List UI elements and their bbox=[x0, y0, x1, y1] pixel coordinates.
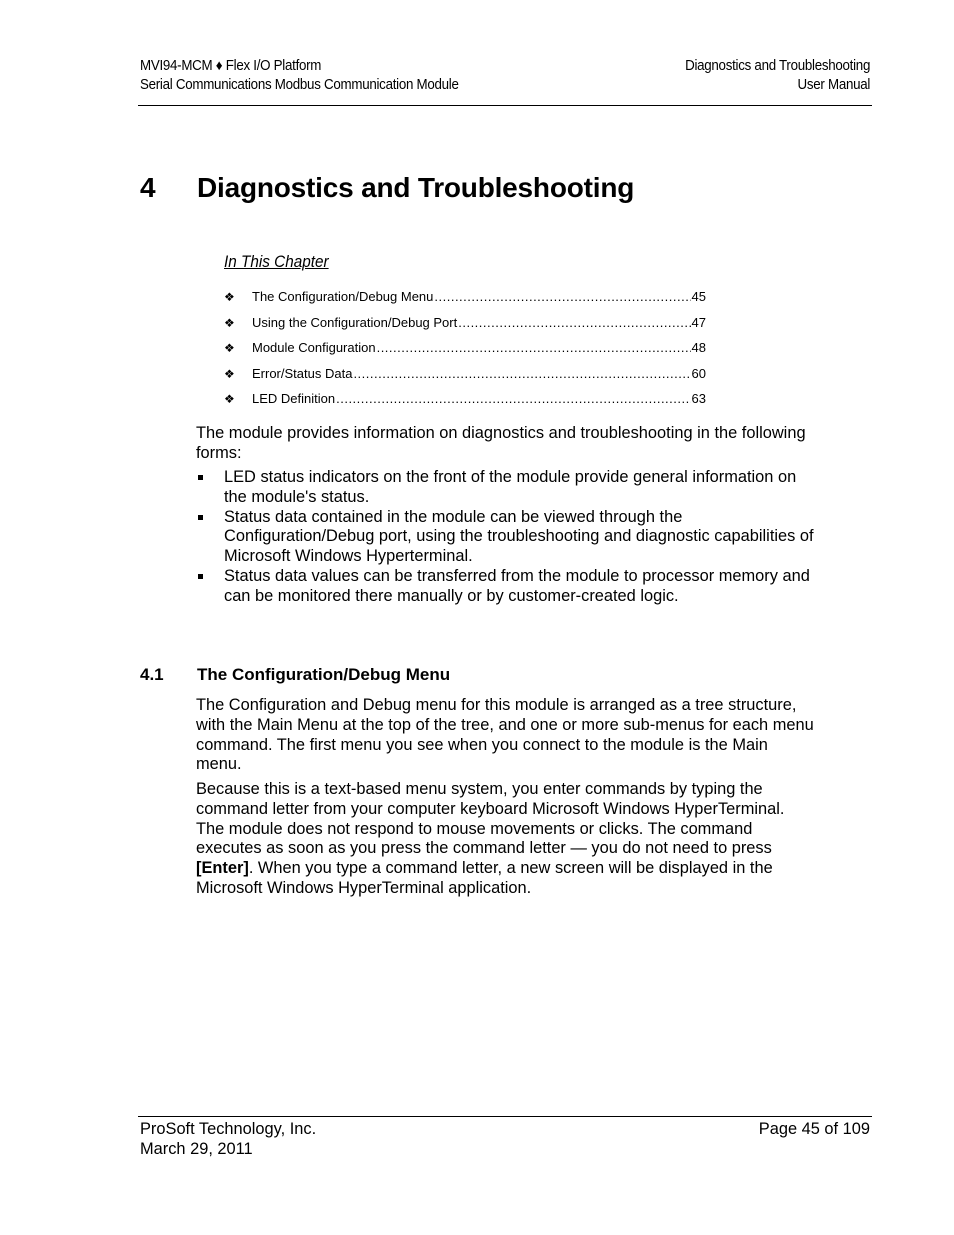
toc-entry[interactable] bbox=[224, 340, 706, 366]
intro-text: The module provides information on diagnostics and troubleshooting in the following forms: bbox=[196, 424, 806, 462]
toc-entry-title: LED Definition bbox=[252, 391, 336, 406]
diamond-bullet-icon: ❖ bbox=[224, 341, 235, 355]
chapter-heading bbox=[140, 172, 634, 204]
header-product: MVI94-MCM ♦ Flex I/O Platform bbox=[140, 58, 322, 74]
toc-entry-page: 47 bbox=[691, 314, 706, 330]
section-paragraph-text bbox=[196, 780, 816, 899]
header-chapter-title: Diagnostics and Troubleshooting bbox=[684, 58, 870, 74]
header-left bbox=[140, 57, 459, 95]
diamond-bullet-icon: ❖ bbox=[224, 366, 235, 381]
chapter-number: 4 bbox=[140, 172, 156, 203]
toc-entry-page: 45 bbox=[691, 289, 706, 304]
square-bullet-icon bbox=[196, 508, 224, 567]
toc-entry[interactable] bbox=[224, 289, 706, 315]
list-item-text: Status data contained in the module can be viewed through the Configuration/Debug port, using the troubleshooting and diagnostic capabilities of Microsoft Windows Hyperterminal. bbox=[224, 507, 814, 566]
header-right bbox=[685, 57, 870, 95]
footer-company: ProSoft Technology, Inc. bbox=[140, 1120, 317, 1138]
footer-right bbox=[759, 1120, 870, 1140]
toc-leader bbox=[336, 391, 690, 406]
intro-paragraph bbox=[196, 424, 816, 464]
footer-page-number: Page 45 of 109 bbox=[758, 1120, 870, 1138]
diamond-bullet-icon: ❖ bbox=[224, 315, 235, 330]
toc-entry[interactable] bbox=[224, 315, 706, 341]
list-item bbox=[196, 468, 816, 508]
list-item-text: Status data values can be transferred from the module to processor memory and can be monitored there manually or by customer-created logic. bbox=[224, 566, 810, 605]
toc-leader bbox=[434, 289, 690, 304]
section-paragraph-1 bbox=[196, 696, 816, 775]
toc-entry-title: Error/Status Data bbox=[252, 365, 353, 381]
section-title: The Configuration/Debug Menu bbox=[197, 665, 451, 684]
chapter-title: Diagnostics and Troubleshooting bbox=[197, 172, 635, 203]
toc-leader bbox=[458, 315, 690, 330]
diamond-bullet-icon: ❖ bbox=[224, 290, 235, 304]
toc-leader bbox=[353, 366, 690, 381]
toc-entry-title: Using the Configuration/Debug Port bbox=[252, 314, 458, 330]
list-item bbox=[196, 567, 816, 607]
header-module: Serial Communications Modbus Communication Module bbox=[140, 77, 459, 93]
header-rule bbox=[138, 105, 872, 106]
in-this-chapter-heading: In This Chapter bbox=[224, 252, 329, 271]
toc-entry-page: 60 bbox=[691, 365, 706, 381]
footer-rule bbox=[138, 1116, 872, 1117]
square-bullet-icon bbox=[196, 567, 224, 607]
toc-entry-title: The Configuration/Debug Menu bbox=[252, 289, 434, 304]
toc-entry[interactable] bbox=[224, 366, 706, 392]
footer-left bbox=[140, 1120, 316, 1160]
list-item bbox=[196, 508, 816, 567]
section-paragraph-text: The Configuration and Debug menu for this module is arranged as a tree structure, with the Main Menu at the top of the tree, and one or more sub-menus for each menu command. The first menu you see when you connect to the module is the Main menu. bbox=[196, 696, 814, 774]
paragraph-text-before: Because this is a text-based menu system, you enter commands by typing the command letter from your computer keyboard Microsoft Windows HyperTerminal. The module does not respond to mouse movements or clicks. The command executes as soon as you press the command letter — you do not need to press bbox=[196, 780, 785, 858]
header-doc-type: User Manual bbox=[797, 77, 870, 93]
footer-date: March 29, 2011 bbox=[140, 1139, 253, 1158]
paragraph-text-after: . When you type a command letter, a new screen will be displayed in the Microsoft Windows HyperTerminal application. bbox=[196, 859, 773, 897]
section-heading bbox=[140, 665, 450, 685]
toc-leader bbox=[377, 340, 691, 355]
enter-key-label: [Enter] bbox=[196, 859, 249, 878]
diamond-bullet-icon: ❖ bbox=[224, 392, 235, 406]
forms-bullet-list bbox=[196, 468, 816, 607]
toc-entry-page: 63 bbox=[691, 391, 706, 406]
toc-entry[interactable] bbox=[224, 391, 706, 417]
toc-entry-title: Module Configuration bbox=[252, 340, 376, 355]
square-bullet-icon bbox=[196, 468, 224, 508]
chapter-toc bbox=[224, 289, 706, 417]
toc-entry-page: 48 bbox=[691, 340, 706, 355]
section-number: 4.1 bbox=[140, 665, 164, 684]
section-paragraph-2 bbox=[196, 780, 816, 899]
list-item-text: LED status indicators on the front of the module provide general information on the module's status. bbox=[224, 468, 797, 506]
